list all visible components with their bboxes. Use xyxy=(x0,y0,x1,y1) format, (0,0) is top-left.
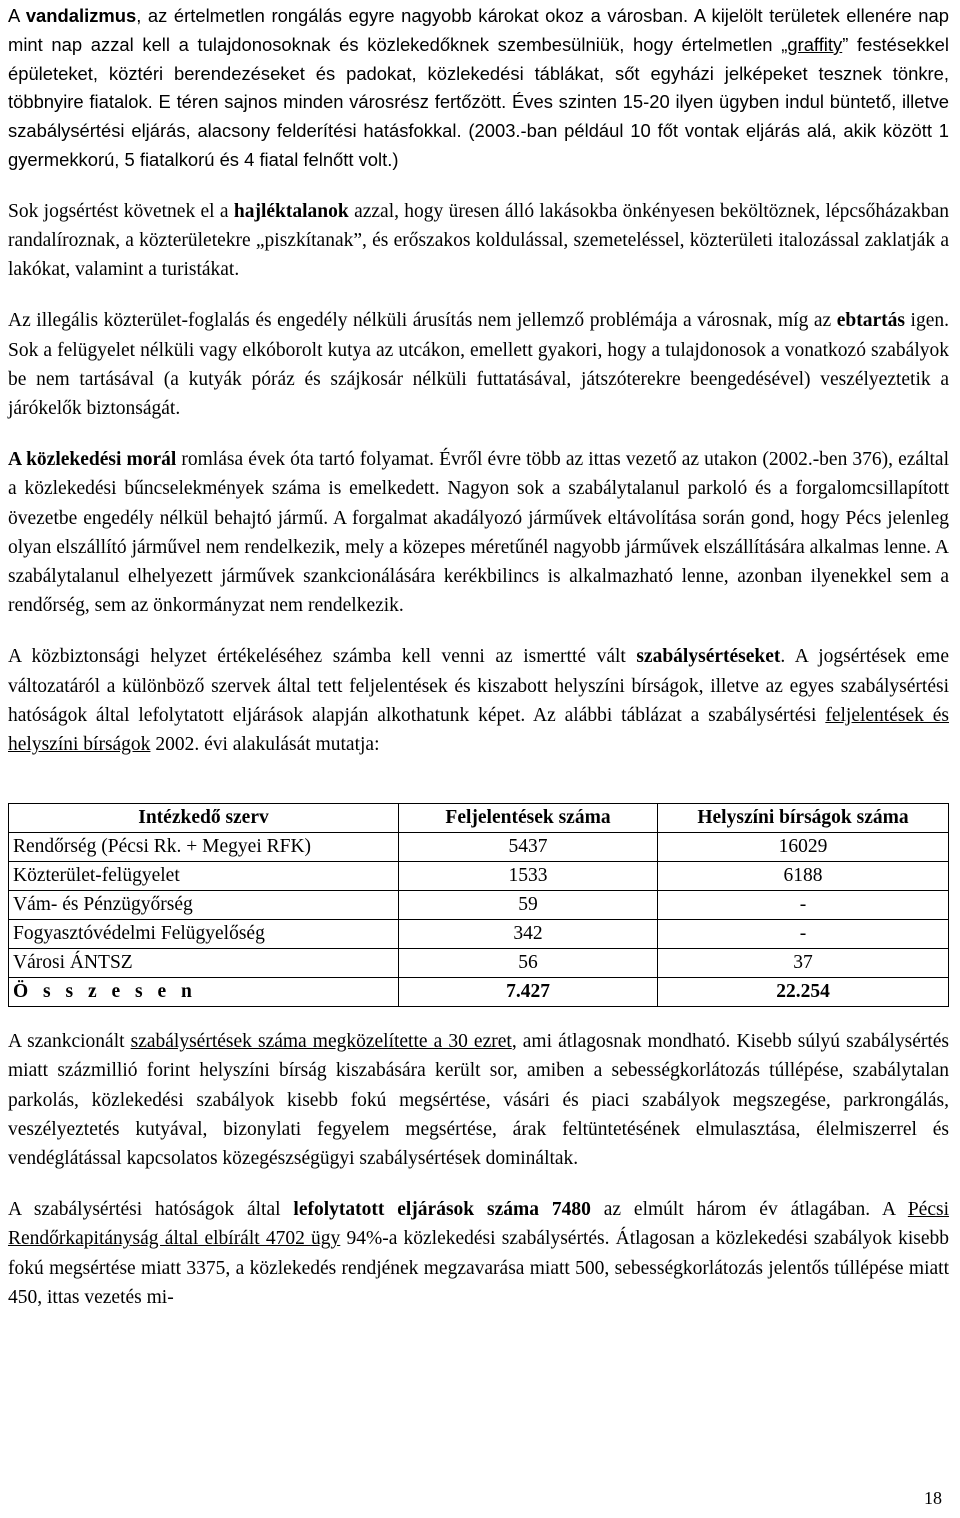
table-cell: 56 xyxy=(399,949,658,978)
term-vandalism: vandalizmus xyxy=(25,5,137,26)
text-run: Az illegális közterület-foglalás és engedély nélküli árusítás nem jellemző problémája a városnak, míg az xyxy=(8,310,837,332)
term-proceedings: lefolytatott eljárások száma 7480 xyxy=(293,1199,591,1221)
table-cell: 37 xyxy=(658,949,949,978)
text-run: A szabálysértési hatóságok által xyxy=(8,1199,294,1221)
table-cell: 342 xyxy=(399,920,658,949)
table-row xyxy=(9,862,949,891)
paragraph-offences xyxy=(8,642,949,759)
text-run: igen. Sok a felügyelet nélküli vagy elkóborolt kutya az utcákon, emellett gyakori, hogy a tulajdonosok a vonatkozó szabályok be nem tartásával (a kutyák póráz és szájkosár nélküli futtatásával, játszóterekre beengedésével) veszélyeztetik a járókelők biztonságát. xyxy=(8,310,950,419)
table-row xyxy=(9,891,949,920)
paragraph-proceedings xyxy=(8,1195,949,1312)
text-run: , az értelmetlen rongálás egyre nagyobb károkat okoz a városban. A kijelölt területek ellenére nap mint nap azzal kell a tulajdonosoknak és közlekedőknek szembesülniük, hogy értelmetlen „ xyxy=(8,5,949,55)
text-run: az elmúlt három év átlagában. A xyxy=(590,1199,908,1221)
text-run: A szankcionált xyxy=(8,1031,131,1053)
table-cell: 16029 xyxy=(658,833,949,862)
table-row xyxy=(9,833,949,862)
text-run: A közbiztonsági helyzet értékeléséhez számba kell venni az ismertté vált xyxy=(8,646,637,668)
offences-table xyxy=(8,803,949,1007)
table-cell: - xyxy=(658,891,949,920)
document-page xyxy=(8,2,949,1312)
table-header-row xyxy=(9,804,949,833)
text-run: . A jogsértések eme változatáról a különböző szervek által tett feljelentések és kiszabott helyszíni bírságok, illetve az egyes szabálysértési hatóságok által lefolytatott eljárások alapján alkothatunk képet. Az alábbi táblázat a szabálysértési xyxy=(8,646,949,726)
underlined-phrase: Pécsi Rendőrkapitányság által elbírált 4702 ügy xyxy=(8,1199,949,1250)
text-run: azzal, hogy üresen álló lakásokba önkényesen beköltöznek, lépcsőházakban randalíroznak, a közterületekre „piszkítanak”, és erőszakos koldulással, szemeteléssel, közterületi italozással zaklatják a lakókat, valamint a turistákat. xyxy=(8,200,949,281)
text-run: Sok jogsértést követnek el a xyxy=(8,200,234,222)
paragraph-traffic-morale xyxy=(8,445,949,620)
table-cell: 7.427 xyxy=(399,978,658,1007)
table-row xyxy=(9,949,949,978)
paragraph-homeless xyxy=(8,197,949,285)
text-run: romlása évek óta tartó folyamat. Évről évre több az ittas vezető az utakon (2002.-ben 376), ezáltal a közlekedési bűncselekmények száma is emelkedett. Nagyon sok a szabálytalanul parkoló és a forgalomcsillapított övezetbe engedély nélkül behajtó jármű. A forgalmat akadályozó járművek eltávolítása során gond, hogy Pécs jelenleg olyan elszállító járművel nem rendelkezik, mely a közepes méretűnél nagyobb járművek elszállítására alkalmas lenne. A szabálytalanul elhelyezett járművek szankcionálására kerékbilincs is alkalmazható lenne, azonban ilyenekkel sem a rendőrség, sem az önkormányzat nem rendelkezik. xyxy=(8,449,949,617)
term-homeless: hajléktalanok xyxy=(233,200,349,222)
table-total-row xyxy=(9,978,949,1007)
column-header: Helyszíni bírságok száma xyxy=(658,804,949,833)
underlined-phrase: feljelentések és helyszíni bírságok xyxy=(8,704,949,756)
term-dog-keeping: ebtartás xyxy=(836,310,905,332)
term-traffic-morale: A közlekedési morál xyxy=(8,449,177,471)
table-cell: 5437 xyxy=(399,833,658,862)
table-cell: - xyxy=(658,920,949,949)
table-cell: 59 xyxy=(399,891,658,920)
column-header: Intézkedő szerv xyxy=(9,804,399,833)
table-cell: Vám- és Pénzügyőrség xyxy=(9,891,399,920)
text-run: ” festésekkel épületeket, köztéri berendezéseket és padokat, közlekedési táblákat, sőt egyházi jelképeket tesznek tönkre, többnyire fiatalok. E téren sajnos minden városrész fertőzött. Éves szinten 15-20 ilyen ügyben indul büntető, illetve szabálysértési eljárás, alacsony felderítési hatásfokkal. (2003.-ban például 10 főt vontak eljárás alá, akik között 1 gyermekkorú, 5 fiatalkorú és 4 fiatal felnőtt volt.) xyxy=(8,33,950,170)
table-cell: 22.254 xyxy=(658,978,949,1007)
table-cell: Rendőrség (Pécsi Rk. + Megyei RFK) xyxy=(9,833,399,862)
text-run: A xyxy=(8,5,26,26)
table-cell: Ö s s z e s e n xyxy=(9,978,399,1007)
column-header: Feljelentések száma xyxy=(399,804,658,833)
table-cell: 1533 xyxy=(399,862,658,891)
page-number: 18 xyxy=(924,1488,942,1508)
term-graffity: graffity xyxy=(787,33,843,55)
underlined-phrase: szabálysértések száma megközelítette a 30 ezret xyxy=(130,1031,512,1053)
table-row xyxy=(9,920,949,949)
term-offences: szabálysértéseket xyxy=(636,646,781,668)
text-run: , ami átlagosnak mondható. Kisebb súlyú szabálysértés miatt százmillió forint helyszíni bírság kiszabására került sor, amiben a sebességkorlátozás túllépése, szabálytalan parkolás, közlekedési szabályok kisebb fokú megsértése, vásári és piaci szabályok megszegése, parkrongálás, veszélyeztetés kutyával, bizonylati fegyelem megsértése, árak feltüntetésének elmulasztása, élelmiszerrel és vendéglátással kapcsolatos közegészségügyi szabálysértések domináltak. xyxy=(8,1031,949,1170)
paragraph-vandalism xyxy=(8,2,949,175)
table-cell: Városi ÁNTSZ xyxy=(9,949,399,978)
table-cell: Fogyasztóvédelmi Felügyelőség xyxy=(9,920,399,949)
text-run: 94%-a közlekedési szabálysértés. Átlagosan a közlekedési szabályok kisebb fokú megsértése miatt 3375, a közlekedés rendjének megzavarása miatt 500, sebességkorlátozás jelentős túllépése miatt 450, ittas vezetés mi- xyxy=(8,1228,949,1308)
table-cell: 6188 xyxy=(658,862,949,891)
paragraph-dog-keeping xyxy=(8,306,949,423)
text-run: 2002. évi alakulását mutatja: xyxy=(150,734,380,756)
paragraph-sanctioned xyxy=(8,1027,949,1173)
table-cell: Közterület-felügyelet xyxy=(9,862,399,891)
